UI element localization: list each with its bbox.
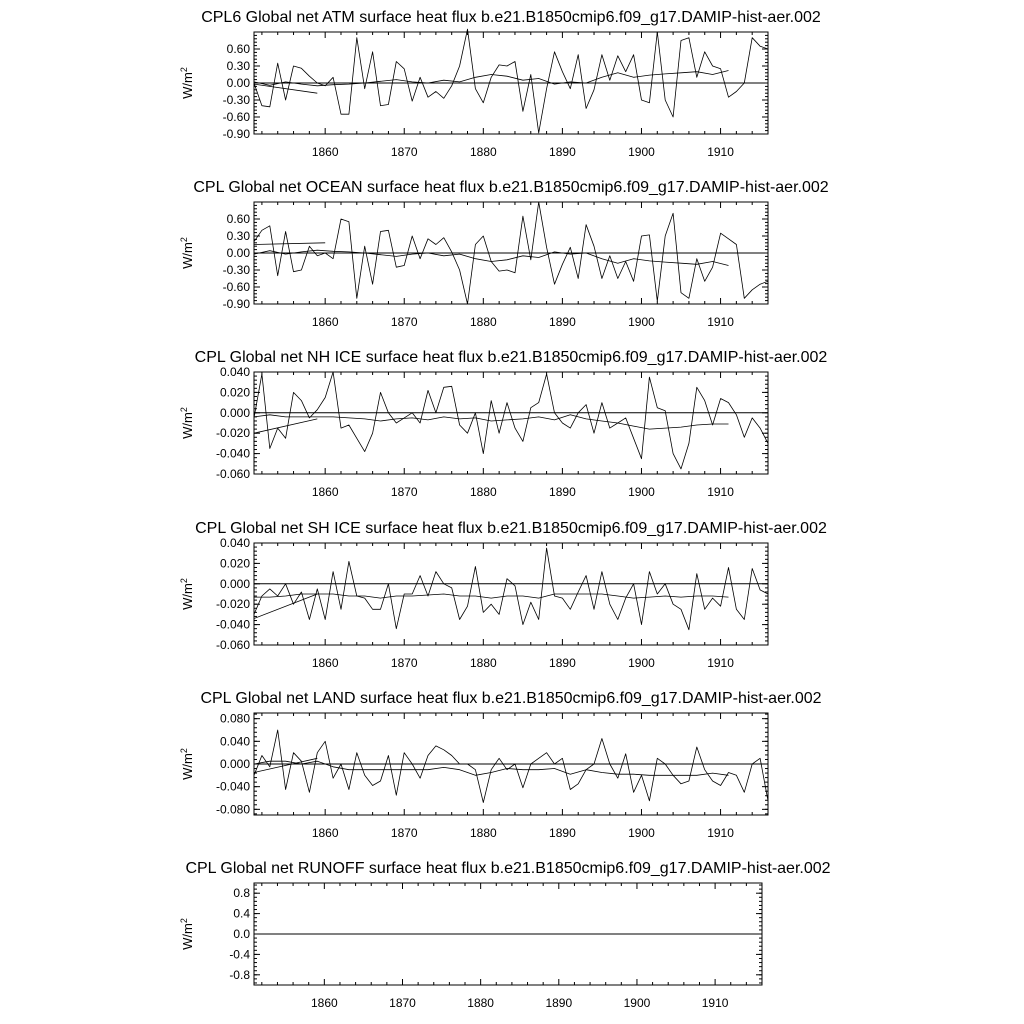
series-line-2: [254, 761, 729, 775]
y-tick-label: -0.30: [222, 93, 250, 107]
series-line-3: [254, 758, 317, 772]
y-tick-label: -0.040: [215, 779, 250, 794]
series-line-1: [254, 372, 768, 469]
x-tick-label: 1910: [701, 996, 729, 1010]
panel-3: [179, 349, 827, 499]
x-tick-label: 1910: [707, 485, 734, 499]
x-tick-label: 1900: [623, 996, 651, 1010]
y-tick-label: 0.4: [233, 906, 250, 921]
y-tick-label: 0.30: [226, 59, 250, 73]
series-line-2: [254, 250, 729, 265]
y-axis-label: $W/m^2$: [179, 407, 195, 439]
y-tick-label: 0.00: [226, 246, 250, 260]
series-line-2: [254, 415, 729, 429]
x-tick-label: 1870: [390, 485, 418, 499]
x-tick-label: 1860: [311, 145, 339, 159]
y-tick-label: -0.040: [215, 446, 250, 461]
x-tick-label: 1900: [628, 145, 655, 159]
x-tick-label: 1890: [549, 485, 576, 499]
panel-4: [179, 520, 827, 670]
y-tick-label: 0.00: [226, 76, 250, 90]
x-tick-label: 1900: [628, 315, 655, 329]
series-line-2: [254, 594, 729, 598]
x-tick-label: 1860: [310, 996, 338, 1010]
panel-title: CPL Global net RUNOFF surface heat flux b.e21.B1850cmip6.f09_g17.DAMIP-hist-aer.002: [185, 860, 831, 877]
x-tick-label: 1900: [628, 485, 655, 499]
y-tick-label: -0.60: [222, 280, 250, 294]
y-tick-label: 0.020: [219, 556, 250, 571]
x-tick-label: 1880: [469, 315, 497, 329]
x-tick-label: 1860: [311, 826, 339, 840]
x-tick-label: 1910: [707, 826, 734, 840]
y-axis-label: $W/m^2$: [179, 748, 195, 780]
x-tick-label: 1890: [545, 996, 573, 1010]
x-tick-label: 1880: [469, 145, 497, 159]
series-line-3: [254, 84, 317, 93]
y-tick-label: -0.4: [229, 947, 250, 962]
x-tick-label: 1910: [707, 315, 734, 329]
series-line-1: [254, 29, 768, 133]
y-tick-label: -0.040: [215, 617, 250, 632]
y-tick-label: 0.8: [233, 886, 250, 901]
x-tick-label: 1870: [390, 656, 418, 670]
y-tick-label: 0.0: [233, 927, 250, 941]
panel-title: CPL Global net OCEAN surface heat flux b.e21.B1850cmip6.f09_g17.DAMIP-hist-aer.002: [193, 179, 829, 196]
panel-title: CPL6 Global net ATM surface heat flux b.e21.B1850cmip6.f09_g17.DAMIP-hist-aer.002: [201, 9, 821, 26]
x-tick-label: 1880: [469, 656, 497, 670]
y-axis-label: $W/m^2$: [179, 578, 195, 610]
x-tick-label: 1910: [707, 145, 734, 159]
y-tick-label: 0.000: [219, 405, 250, 420]
panel-1: [179, 9, 821, 159]
x-tick-label: 1860: [311, 485, 339, 499]
y-tick-label: -0.060: [215, 467, 250, 481]
y-tick-label: 0.080: [219, 711, 250, 726]
panel-title: CPL Global net LAND surface heat flux b.e21.B1850cmip6.f09_g17.DAMIP-hist-aer.002: [200, 690, 822, 707]
y-tick-label: 0.60: [226, 42, 250, 56]
x-tick-label: 1900: [628, 826, 655, 840]
y-tick-label: -0.90: [222, 297, 250, 311]
y-tick-label: 0.020: [219, 385, 250, 400]
panel-title: CPL Global net NH ICE surface heat flux b.e21.B1850cmip6.f09_g17.DAMIP-hist-aer.002: [194, 349, 828, 366]
x-tick-label: 1860: [311, 315, 339, 329]
y-tick-label: -0.080: [215, 802, 250, 817]
y-axis-label: $W/m^2$: [179, 918, 195, 950]
y-tick-label: -0.020: [215, 597, 250, 612]
x-tick-label: 1910: [707, 656, 734, 670]
x-tick-label: 1870: [390, 145, 418, 159]
x-tick-label: 1860: [311, 656, 339, 670]
panel-6: [179, 860, 831, 1010]
panel-title: CPL Global net SH ICE surface heat flux b.e21.B1850cmip6.f09_g17.DAMIP-hist-aer.002: [195, 520, 827, 537]
x-tick-label: 1900: [628, 656, 655, 670]
y-tick-label: -0.020: [215, 426, 250, 441]
y-tick-label: -0.8: [229, 967, 250, 982]
x-tick-label: 1880: [469, 485, 497, 499]
y-tick-label: 0.60: [226, 212, 250, 226]
y-tick-label: 0.000: [219, 757, 250, 771]
series-line-3: [254, 419, 317, 433]
y-axis-label: $W/m^2$: [179, 237, 195, 269]
panel-5: [179, 690, 822, 840]
x-tick-label: 1890: [549, 145, 576, 159]
y-tick-label: -0.30: [222, 263, 250, 277]
series-line-3: [254, 243, 325, 245]
y-tick-label: 0.040: [219, 734, 250, 749]
panel-2: [179, 179, 829, 329]
y-tick-label: 0.30: [226, 229, 250, 243]
y-tick-label: -0.060: [215, 638, 250, 652]
plot-frame: [254, 372, 768, 474]
y-axis-label: $W/m^2$: [179, 67, 195, 99]
y-tick-label: 0.000: [219, 576, 250, 591]
x-tick-label: 1870: [390, 826, 418, 840]
x-tick-label: 1870: [390, 315, 418, 329]
y-tick-label: -0.90: [222, 127, 250, 141]
y-tick-label: 0.040: [219, 365, 250, 379]
x-tick-label: 1880: [469, 826, 497, 840]
x-tick-label: 1890: [549, 826, 576, 840]
x-tick-label: 1870: [389, 996, 416, 1010]
x-tick-label: 1880: [467, 996, 494, 1010]
x-tick-label: 1890: [549, 656, 576, 670]
series-line-1: [254, 548, 768, 630]
y-tick-label: 0.040: [219, 536, 250, 550]
y-tick-label: -0.60: [222, 110, 250, 124]
x-tick-label: 1890: [549, 315, 576, 329]
